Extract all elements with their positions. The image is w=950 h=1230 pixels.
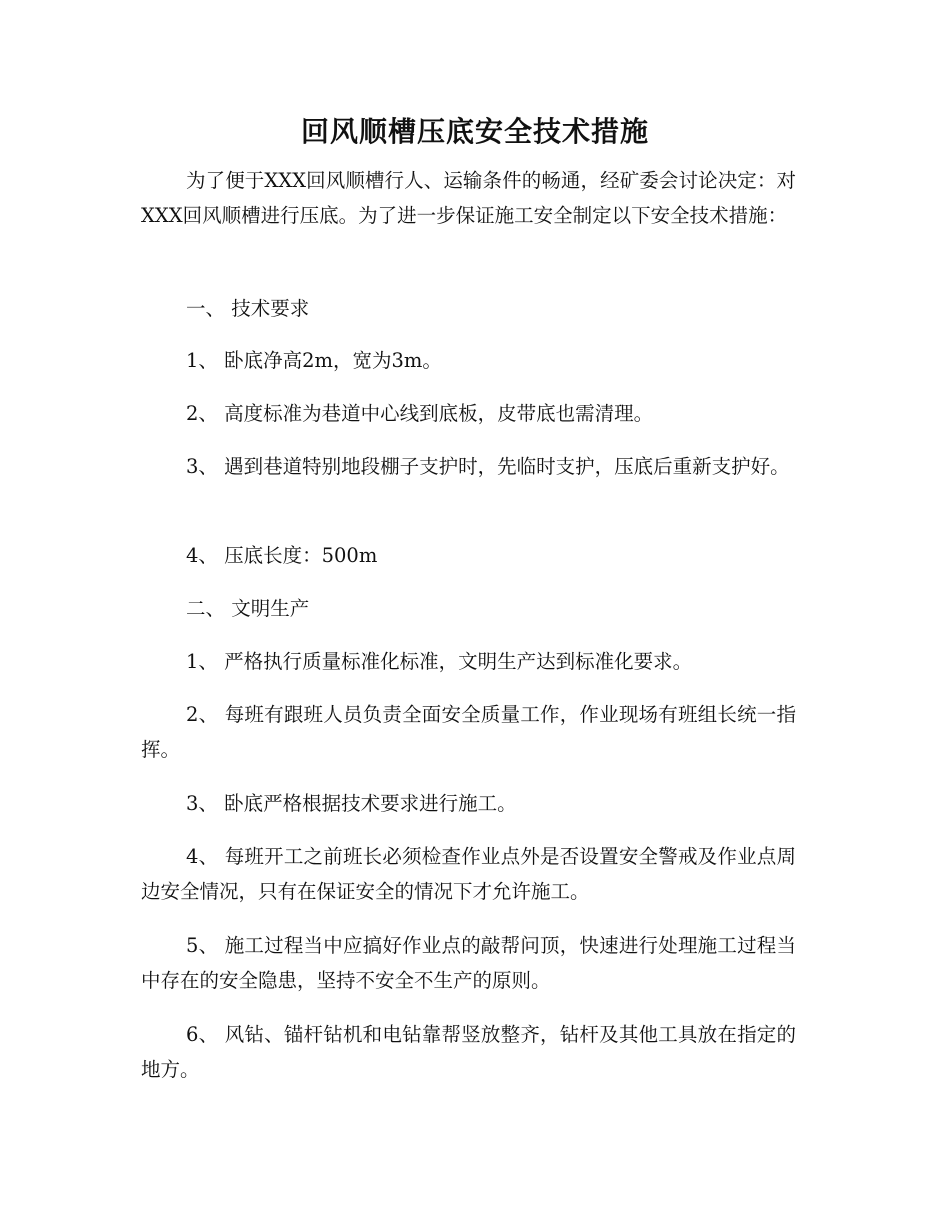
list-item: 2、 每班有跟班人员负责全面安全质量工作，作业现场有班组长统一指挥。 [141,703,796,761]
list-item: 1、 严格执行质量标准化标准，文明生产达到标准化要求。 [186,650,693,673]
list-item: 3、 遇到巷道特别地段棚子支护时，先临时支护，压底后重新支护好。 [186,455,790,478]
section-heading-civilized-production: 二、 文明生产 [186,597,310,620]
list-item: 3、 卧底严格根据技术要求进行施工。 [186,792,517,815]
section-heading-technical-requirements: 一、 技术要求 [186,297,310,320]
list-item: 4、 每班开工之前班长必须检查作业点外是否设置安全警戒及作业点周边安全情况，只有在保证安全的情况下才允许施工。 [141,845,796,903]
list-item: 6、 风钻、锚杆钻机和电钻靠帮竖放整齐，钻杆及其他工具放在指定的地方。 [141,1023,796,1081]
document-title: 回风顺槽压底安全技术措施 [300,115,649,148]
list-item: 2、 高度标准为巷道中心线到底板，皮带底也需清理。 [186,402,654,425]
intro-paragraph: 为了便于XXX回风顺槽行人、运输条件的畅通，经矿委会讨论决定：对XXX回风顺槽进行压底。为了进一步保证施工安全制定以下安全技术措施： [141,169,796,227]
list-item: 1、 卧底净高2m，宽为3m。 [186,349,442,372]
list-item: 4、 压底长度：500m [186,544,378,567]
list-item: 5、 施工过程当中应搞好作业点的敲帮问顶，快速进行处理施工过程当中存在的安全隐患，坚持不安全不生产的原则。 [141,934,796,992]
